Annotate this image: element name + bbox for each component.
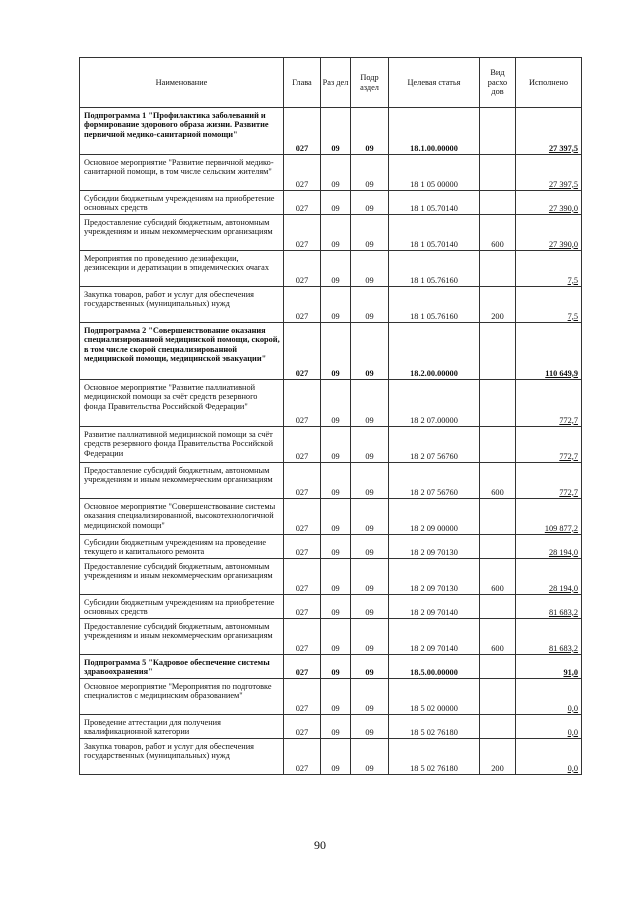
row-expense-type	[480, 191, 516, 215]
row-section: 09	[321, 251, 351, 287]
row-section: 09	[321, 679, 351, 715]
row-subsection: 09	[351, 595, 389, 619]
header-executed: Исполнено	[516, 58, 582, 108]
row-chapter: 027	[284, 715, 321, 739]
table-row	[80, 427, 582, 463]
row-executed: 27 397,5	[516, 155, 582, 191]
row-name: Предоставление субсидий бюджетным, автономным учреждениям и иным некоммерческим организациям	[80, 619, 284, 655]
row-name: Основное мероприятие "Развитие паллиативной медицинской помощи за счёт средств резервного фонда Правительства Российской Федерации"	[80, 380, 284, 427]
row-name: Подпрограмма 1 "Профилактика заболеваний и формирование здорового образа жизни. Развитие первичной медико-санитарной помощи"	[80, 108, 284, 155]
table-row	[80, 535, 582, 559]
row-target-article: 18 2 09 70140	[389, 595, 480, 619]
row-executed: 772,7	[516, 463, 582, 499]
row-expense-type	[480, 499, 516, 535]
row-executed: 110 649,9	[516, 323, 582, 380]
row-target-article: 18 2 09 70130	[389, 535, 480, 559]
row-target-article: 18 2 09 70130	[389, 559, 480, 595]
row-expense-type	[480, 427, 516, 463]
row-target-article: 18.5.00.00000	[389, 655, 480, 679]
row-subsection: 09	[351, 463, 389, 499]
row-name: Субсидии бюджетным учреждениям на приобретение основных средств	[80, 191, 284, 215]
row-expense-type: 600	[480, 559, 516, 595]
row-section: 09	[321, 108, 351, 155]
table-row	[80, 287, 582, 323]
row-target-article: 18 2 07.00000	[389, 380, 480, 427]
row-expense-type	[480, 251, 516, 287]
row-expense-type: 200	[480, 739, 516, 775]
row-executed: 28 194,0	[516, 559, 582, 595]
header-subsection: Подр аздел	[351, 58, 389, 108]
row-target-article: 18 5 02 76180	[389, 739, 480, 775]
table-row	[80, 739, 582, 775]
table-row	[80, 679, 582, 715]
row-target-article: 18 5 02 00000	[389, 679, 480, 715]
table-row	[80, 619, 582, 655]
row-subsection: 09	[351, 215, 389, 251]
row-name: Предоставление субсидий бюджетным, автономным учреждениям и иным некоммерческим организациям	[80, 463, 284, 499]
table-body	[80, 108, 582, 775]
row-section: 09	[321, 499, 351, 535]
header-name: Наименование	[80, 58, 284, 108]
header-expense-type: Вид расхо дов	[480, 58, 516, 108]
row-subsection: 09	[351, 619, 389, 655]
row-section: 09	[321, 323, 351, 380]
row-section: 09	[321, 739, 351, 775]
row-name: Предоставление субсидий бюджетным, автономным учреждениям и иным некоммерческим организациям	[80, 215, 284, 251]
row-name: Подпрограмма 2 "Совершенствование оказания специализированной медицинской помощи, скорой, в том числе скорой специализированной медицинской помощи, медицинской эвакуации"	[80, 323, 284, 380]
row-target-article: 18 1 05.76160	[389, 251, 480, 287]
row-name: Закупка товаров, работ и услуг для обеспечения государственных (муниципальных) нужд	[80, 287, 284, 323]
page-number: 90	[314, 838, 326, 852]
row-chapter: 027	[284, 739, 321, 775]
table-row	[80, 463, 582, 499]
row-section: 09	[321, 215, 351, 251]
row-subsection: 09	[351, 715, 389, 739]
row-name: Мероприятия по проведению дезинфекции, дезинсекции и дератизации в эпидемических очагах	[80, 251, 284, 287]
row-expense-type: 600	[480, 463, 516, 499]
row-target-article: 18 2 07 56760	[389, 463, 480, 499]
row-chapter: 027	[284, 380, 321, 427]
row-expense-type	[480, 715, 516, 739]
row-subsection: 09	[351, 191, 389, 215]
budget-execution-table	[79, 57, 582, 775]
row-executed: 27 390,0	[516, 191, 582, 215]
row-section: 09	[321, 155, 351, 191]
row-chapter: 027	[284, 251, 321, 287]
row-chapter: 027	[284, 619, 321, 655]
row-chapter: 027	[284, 535, 321, 559]
row-section: 09	[321, 655, 351, 679]
row-executed: 0,0	[516, 679, 582, 715]
row-expense-type	[480, 679, 516, 715]
row-name: Основное мероприятие "Совершенствование системы оказания специализированной, высокотехнологичной медицинской помощи"	[80, 499, 284, 535]
row-name: Закупка товаров, работ и услуг для обеспечения государственных (муниципальных) нужд	[80, 739, 284, 775]
row-section: 09	[321, 463, 351, 499]
row-expense-type	[480, 155, 516, 191]
row-executed: 91,0	[516, 655, 582, 679]
header-target-article: Целевая статья	[389, 58, 480, 108]
row-expense-type: 200	[480, 287, 516, 323]
row-subsection: 09	[351, 655, 389, 679]
row-expense-type: 600	[480, 215, 516, 251]
row-subsection: 09	[351, 739, 389, 775]
row-target-article: 18 2 07 56760	[389, 427, 480, 463]
row-subsection: 09	[351, 679, 389, 715]
row-section: 09	[321, 287, 351, 323]
row-target-article: 18 1 05.76160	[389, 287, 480, 323]
row-subsection: 09	[351, 287, 389, 323]
row-executed: 0,0	[516, 739, 582, 775]
table-row	[80, 655, 582, 679]
row-section: 09	[321, 619, 351, 655]
table-row	[80, 595, 582, 619]
row-chapter: 027	[284, 559, 321, 595]
row-expense-type	[480, 595, 516, 619]
row-subsection: 09	[351, 380, 389, 427]
row-expense-type	[480, 655, 516, 679]
row-section: 09	[321, 715, 351, 739]
table-row	[80, 108, 582, 155]
row-subsection: 09	[351, 155, 389, 191]
table-row	[80, 323, 582, 380]
row-executed: 0,0	[516, 715, 582, 739]
row-chapter: 027	[284, 427, 321, 463]
row-section: 09	[321, 535, 351, 559]
row-expense-type: 600	[480, 619, 516, 655]
row-name: Подпрограмма 5 "Кадровое обеспечение системы здравоохранения"	[80, 655, 284, 679]
row-chapter: 027	[284, 108, 321, 155]
row-subsection: 09	[351, 535, 389, 559]
row-section: 09	[321, 191, 351, 215]
row-chapter: 027	[284, 323, 321, 380]
row-executed: 772,7	[516, 427, 582, 463]
header-section: Раз дел	[321, 58, 351, 108]
row-executed: 81 683,2	[516, 595, 582, 619]
row-chapter: 027	[284, 679, 321, 715]
table-row	[80, 499, 582, 535]
row-name: Основное мероприятие "Мероприятия по подготовке специалистов с медицинским образованием"	[80, 679, 284, 715]
row-chapter: 027	[284, 191, 321, 215]
table-row	[80, 191, 582, 215]
row-subsection: 09	[351, 323, 389, 380]
row-name: Предоставление субсидий бюджетным, автономным учреждениям и иным некоммерческим организациям	[80, 559, 284, 595]
row-executed: 27 397,5	[516, 108, 582, 155]
table-row	[80, 380, 582, 427]
table-row	[80, 251, 582, 287]
row-name: Основное мероприятие "Развитие первичной медико-санитарной помощи, в том числе сельским жителям"	[80, 155, 284, 191]
row-target-article: 18.1.00.00000	[389, 108, 480, 155]
row-subsection: 09	[351, 108, 389, 155]
row-section: 09	[321, 380, 351, 427]
row-target-article: 18.2.00.00000	[389, 323, 480, 380]
row-target-article: 18 2 09 70140	[389, 619, 480, 655]
table-row	[80, 215, 582, 251]
row-section: 09	[321, 559, 351, 595]
row-target-article: 18 5 02 76180	[389, 715, 480, 739]
table-row	[80, 559, 582, 595]
row-executed: 772,7	[516, 380, 582, 427]
row-section: 09	[321, 427, 351, 463]
row-target-article: 18 1 05 00000	[389, 155, 480, 191]
row-chapter: 027	[284, 595, 321, 619]
row-executed: 7,5	[516, 287, 582, 323]
row-expense-type	[480, 535, 516, 559]
row-subsection: 09	[351, 427, 389, 463]
row-name: Проведение аттестации для получения квалификационной категории	[80, 715, 284, 739]
row-chapter: 027	[284, 499, 321, 535]
row-target-article: 18 1 05.70140	[389, 215, 480, 251]
row-executed: 7,5	[516, 251, 582, 287]
table-header-row	[80, 58, 582, 108]
row-expense-type	[480, 380, 516, 427]
row-name: Субсидии бюджетным учреждениям на приобретение основных средств	[80, 595, 284, 619]
row-expense-type	[480, 323, 516, 380]
row-chapter: 027	[284, 155, 321, 191]
row-chapter: 027	[284, 463, 321, 499]
row-name: Субсидии бюджетным учреждениям на проведение текущего и капитального ремонта	[80, 535, 284, 559]
row-executed: 28 194,0	[516, 535, 582, 559]
row-executed: 27 390,0	[516, 215, 582, 251]
row-expense-type	[480, 108, 516, 155]
row-subsection: 09	[351, 559, 389, 595]
row-section: 09	[321, 595, 351, 619]
row-executed: 109 877,2	[516, 499, 582, 535]
table-row	[80, 715, 582, 739]
row-target-article: 18 2 09 00000	[389, 499, 480, 535]
table-row	[80, 155, 582, 191]
row-executed: 81 683,2	[516, 619, 582, 655]
header-chapter: Глава	[284, 58, 321, 108]
row-name: Развитие паллиативной медицинской помощи за счёт средств резервного фонда Правительства Российской Федерации	[80, 427, 284, 463]
row-chapter: 027	[284, 287, 321, 323]
row-target-article: 18 1 05.70140	[389, 191, 480, 215]
row-chapter: 027	[284, 215, 321, 251]
row-subsection: 09	[351, 251, 389, 287]
row-subsection: 09	[351, 499, 389, 535]
row-chapter: 027	[284, 655, 321, 679]
